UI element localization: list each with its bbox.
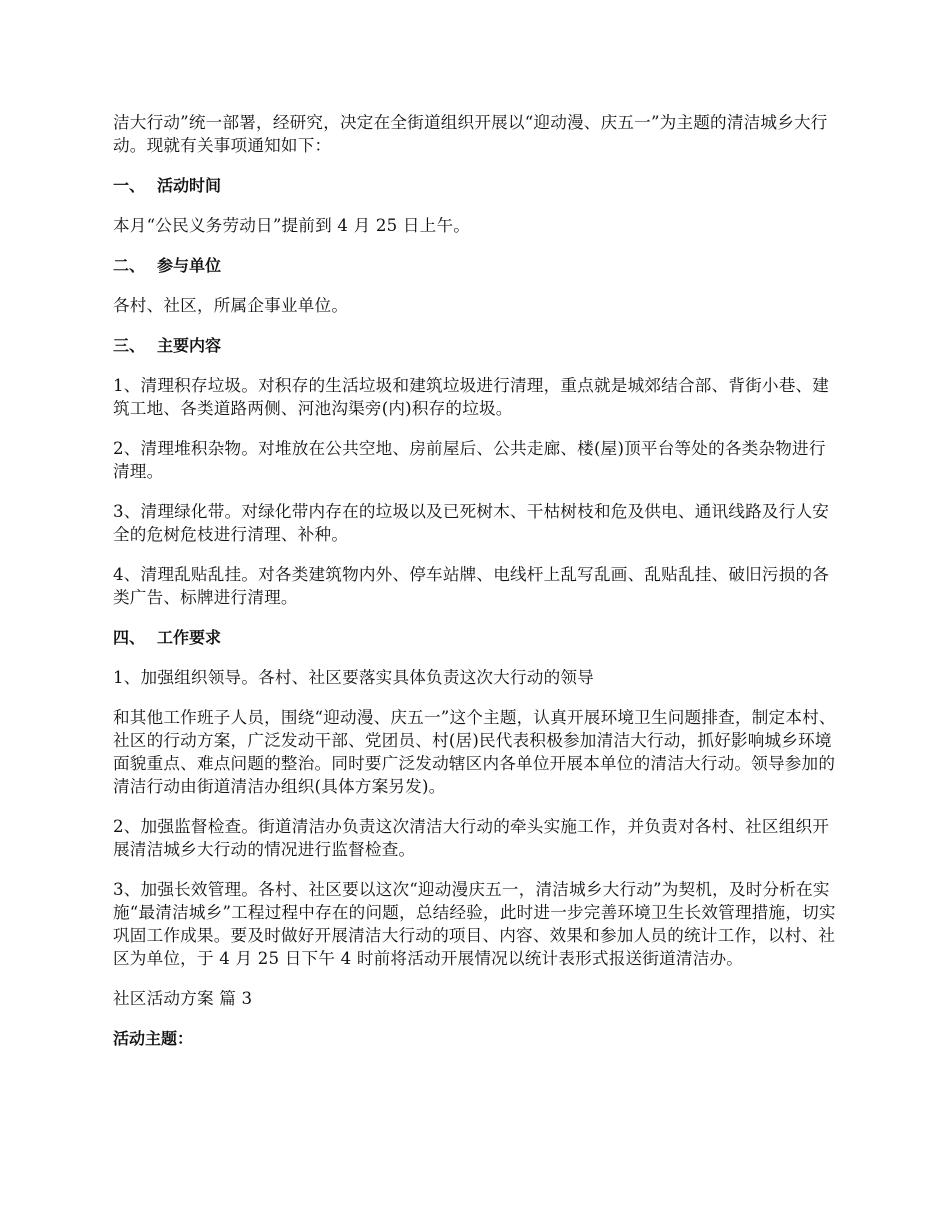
section-heading-participants [113,254,842,277]
time-paragraph: 本月“公民义务劳动日”提前到 4 月 25 日上午。 [113,216,471,235]
section-number: 二、 [113,256,146,275]
requirement-item-3: 3、加强长效管理。各村、社区要以这次“迎动漫庆五一，清洁城乡大行动”为契机，及时分析在实施“最清洁城乡”工程过程中存在的问题，总结经验，此时进一步完善环境卫生长效管理措施，切实巩固工作成果。要及时做好开展清洁大行动的项目、内容、效果和参加人员的统计工作，以村、社区为单位，于 4 月 25 日下午 4 时前将活动开展情况以统计表形式报送街道清洁办。 [113,880,836,968]
section-heading-content [113,334,842,357]
next-document-title: 社区活动方案 篇 3 [113,989,253,1008]
requirement-item-1: 1、加强组织领导。各村、社区要落实具体负责这次大行动的领导 [113,668,594,687]
requirement-item-1-continued: 和其他工作班子人员，围绕“迎动漫、庆五一”这个主题，认真开展环境卫生问题排查，制定本村、社区的行动方案，广泛发动干部、党团员、村(居)民代表积极参加清洁大行动，抓好影响城乡环境面貌重点、难点问题的整治。同时要广泛发动辖区内各单位开展本单位的清洁大行动。领导参加的清洁行动由街道清洁办组织(具体方案另发)。 [113,708,836,796]
section-number: 一、 [113,176,146,195]
content-item-2: 2、清理堆积杂物。对堆放在公共空地、房前屋后、公共走廊、楼(屋)顶平台等处的各类杂物进行清理。 [113,439,826,481]
section-number: 三、 [113,336,146,355]
section-title: 参与单位 [157,256,222,275]
participants-paragraph: 各村、社区，所属企事业单位。 [113,296,349,315]
section-title: 工作要求 [157,628,222,647]
requirement-item-2: 2、加强监督检查。街道清洁办负责这次清洁大行动的牵头实施工作，并负责对各村、社区组织开展清洁城乡大行动的情况进行监督检查。 [113,817,830,859]
intro-paragraph: 洁大行动”统一部署，经研究，决定在全街道组织开展以“迎动漫、庆五一”为主题的清洁城乡大行动。现就有关事项通知如下： [113,113,828,155]
section-title: 活动时间 [157,176,222,195]
section-number: 四、 [113,628,146,647]
section-heading-requirements [113,626,842,649]
section-title: 主要内容 [157,336,222,355]
content-item-4: 4、清理乱贴乱挂。对各类建筑物内外、停车站牌、电线杆上乱写乱画、乱贴乱挂、破旧污损的各类广告、标牌进行清理。 [113,565,830,607]
content-item-1: 1、清理积存垃圾。对积存的生活垃圾和建筑垃圾进行清理，重点就是城郊结合部、背街小巷、建筑工地、各类道路两侧、河池沟渠旁(内)积存的垃圾。 [113,376,830,418]
activity-theme-heading: 活动主题： [113,1029,194,1048]
content-item-3: 3、清理绿化带。对绿化带内存在的垃圾以及已死树木、干枯树枝和危及供电、通讯线路及行人安全的危树危枝进行清理、补种。 [113,502,830,544]
section-heading-time [113,174,842,197]
